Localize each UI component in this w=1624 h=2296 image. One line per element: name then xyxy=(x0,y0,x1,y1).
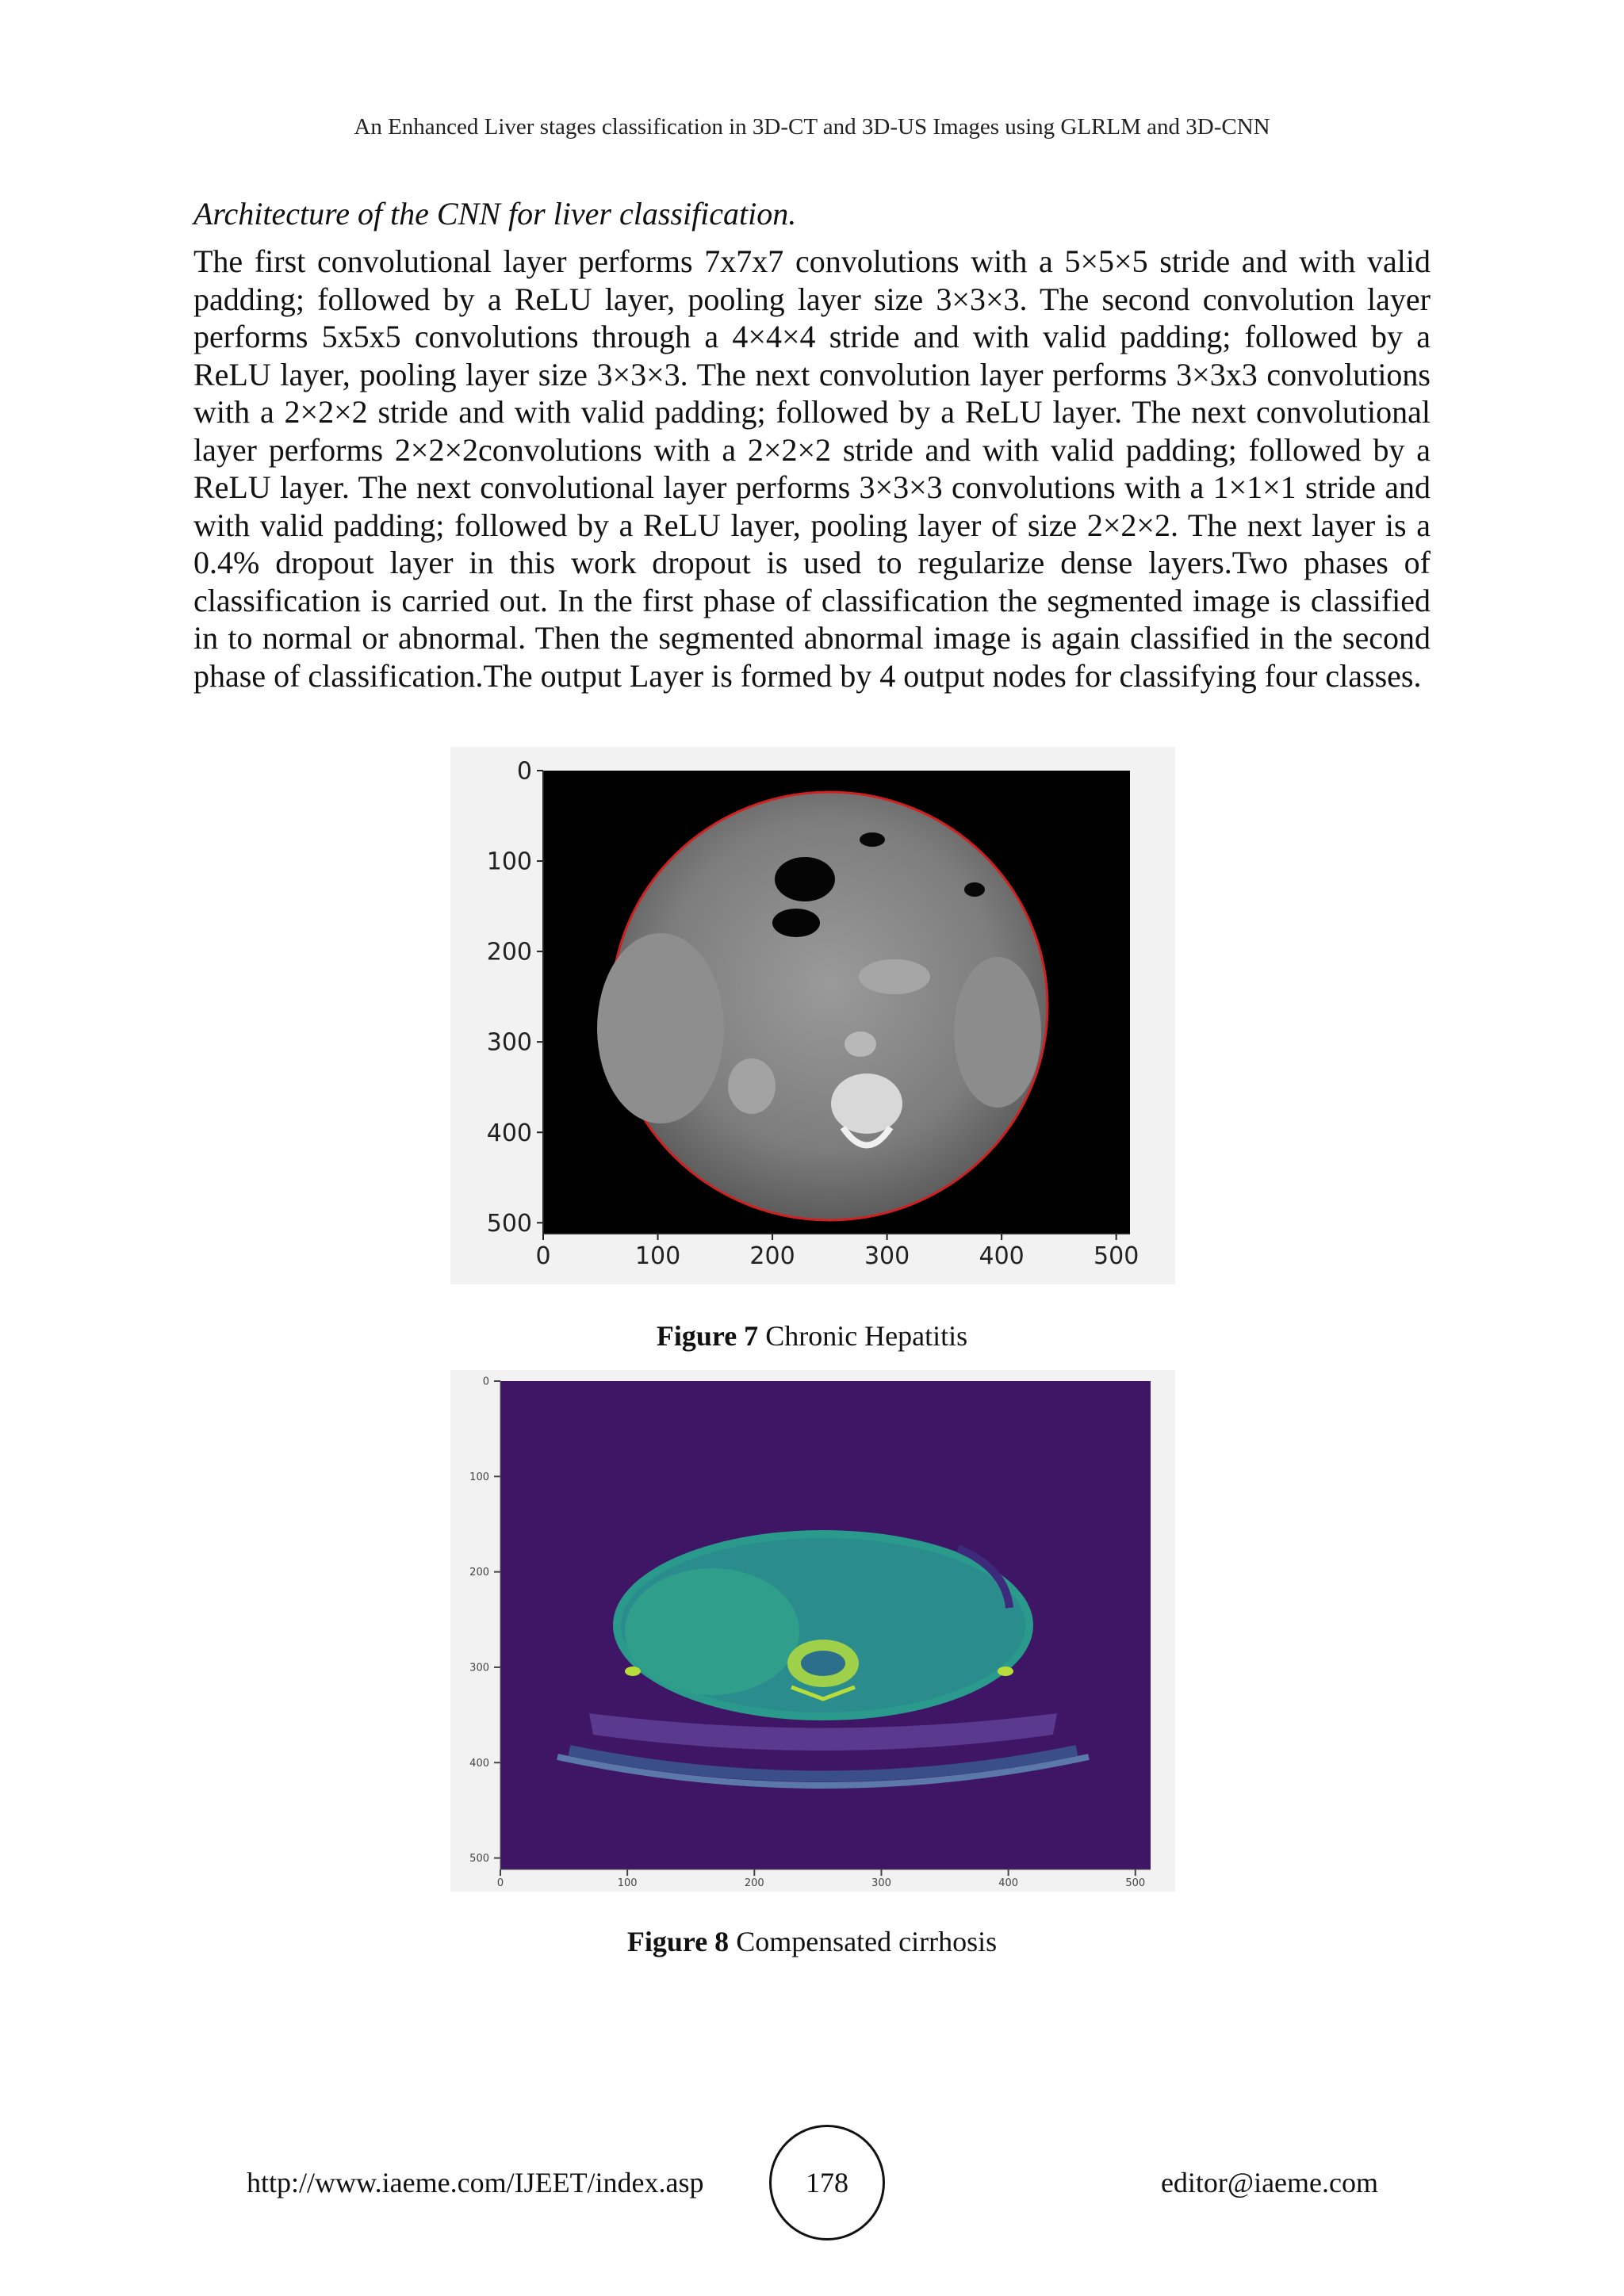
axis-tick-label: 200 xyxy=(744,1877,764,1889)
aorta-region xyxy=(845,1031,876,1057)
axis-tick-label: 500 xyxy=(1125,1877,1146,1889)
gas-pocket xyxy=(772,909,820,937)
page-number: 178 xyxy=(769,2125,885,2241)
axis-tick-label: 300 xyxy=(469,1662,489,1674)
axis-tick-label: 500 xyxy=(486,1209,532,1238)
gas-pocket xyxy=(775,857,835,901)
figure-8-x-axis xyxy=(497,1869,1145,1889)
footer-email-link[interactable]: editor@iaeme.com xyxy=(1160,2167,1378,2198)
axis-tick-label: 300 xyxy=(871,1877,891,1889)
figure-8-y-axis xyxy=(469,1376,500,1866)
figure-8-caption xyxy=(0,1925,1624,1958)
axis-tick-label: 500 xyxy=(1094,1242,1139,1270)
axis-tick-label: 400 xyxy=(486,1119,532,1147)
spleen-region xyxy=(954,957,1041,1108)
axis-tick-label: 200 xyxy=(486,938,532,966)
figure-7-y-axis xyxy=(487,758,543,1238)
axis-tick-label: 200 xyxy=(749,1242,795,1270)
axis-tick-label: 400 xyxy=(998,1877,1019,1889)
axis-tick-label: 200 xyxy=(469,1567,489,1579)
axis-tick-label: 100 xyxy=(634,1242,681,1270)
kidney-region xyxy=(728,1058,776,1114)
figure-7-caption-text: Chronic Hepatitis xyxy=(765,1320,968,1352)
figure-7-x-axis xyxy=(535,1234,1139,1270)
axis-tick-label: 0 xyxy=(482,1376,489,1388)
footer-url-link[interactable]: http://www.iaeme.com/IJEET/index.asp xyxy=(247,2167,704,2198)
spinal-canal xyxy=(801,1651,845,1676)
axis-tick-label: 300 xyxy=(486,1028,532,1057)
section-heading: Architecture of the CNN for liver classification. xyxy=(193,196,797,232)
figure-7-label: Figure 7 xyxy=(656,1320,759,1352)
figure-7-image xyxy=(450,747,1175,1284)
figure-8-caption-text: Compensated cirrhosis xyxy=(736,1926,998,1957)
body-paragraph: The first convolutional layer performs 7x7x7 convolutions with a 5×5×5 stride and with valid padding; followed by a ReLU layer, pooling layer size 3×3×3. The second convolution layer performs 5x5x5 convolutions through a 4×4×4 stride and with valid padding; followed by a ReLU layer, pooling layer size 3×3×3. The next convolution layer performs 3×3x3 convolutions with a 2×2×2 stride and with valid padding; followed by a ReLU layer. The next convolutional layer performs 2×2×2convolutions with a 2×2×2 stride and with valid padding; followed by a ReLU layer. The next convolutional layer performs 3×3×3 convolutions with a 1×1×1 stride and with valid padding; followed by a ReLU layer, pooling layer of size 2×2×2. The next layer is a 0.4% dropout layer in this work dropout is used to regularize dense layers.Two phases of classification is carried out. In the first phase of classification the segmented image is classified in to normal or abnormal. Then the segmented abnormal image is again classified in the second phase of classification.The output Layer is formed by 4 output nodes for classifying four classes. xyxy=(193,243,1431,694)
axis-tick-label: 0 xyxy=(496,1877,504,1889)
running-header: An Enhanced Liver stages classification in 3D-CT and 3D-US Images using GLRLM and 3D-CNN xyxy=(354,114,1270,140)
axis-tick-label: 100 xyxy=(617,1877,638,1889)
axis-tick-label: 300 xyxy=(864,1242,910,1270)
axis-tick-label: 0 xyxy=(516,757,532,786)
axis-tick-label: 100 xyxy=(486,848,532,876)
gas-pocket xyxy=(860,832,885,847)
liver-region xyxy=(625,1568,799,1695)
vertebra xyxy=(831,1073,902,1134)
figure-7-caption xyxy=(0,1319,1624,1353)
figure-8-plot xyxy=(450,1370,1175,1892)
axis-tick-label: 400 xyxy=(469,1757,489,1770)
figure-7-plot xyxy=(450,747,1175,1284)
axis-tick-label: 500 xyxy=(469,1853,489,1866)
figure-8-label: Figure 8 xyxy=(626,1926,730,1957)
figure-8-image xyxy=(450,1370,1175,1892)
gas-pocket xyxy=(964,882,985,897)
axis-tick-label: 100 xyxy=(469,1471,489,1483)
axis-tick-label: 400 xyxy=(979,1242,1025,1270)
pancreas-region xyxy=(859,959,930,994)
axis-tick-label: 0 xyxy=(535,1242,551,1270)
liver-region xyxy=(597,933,724,1123)
